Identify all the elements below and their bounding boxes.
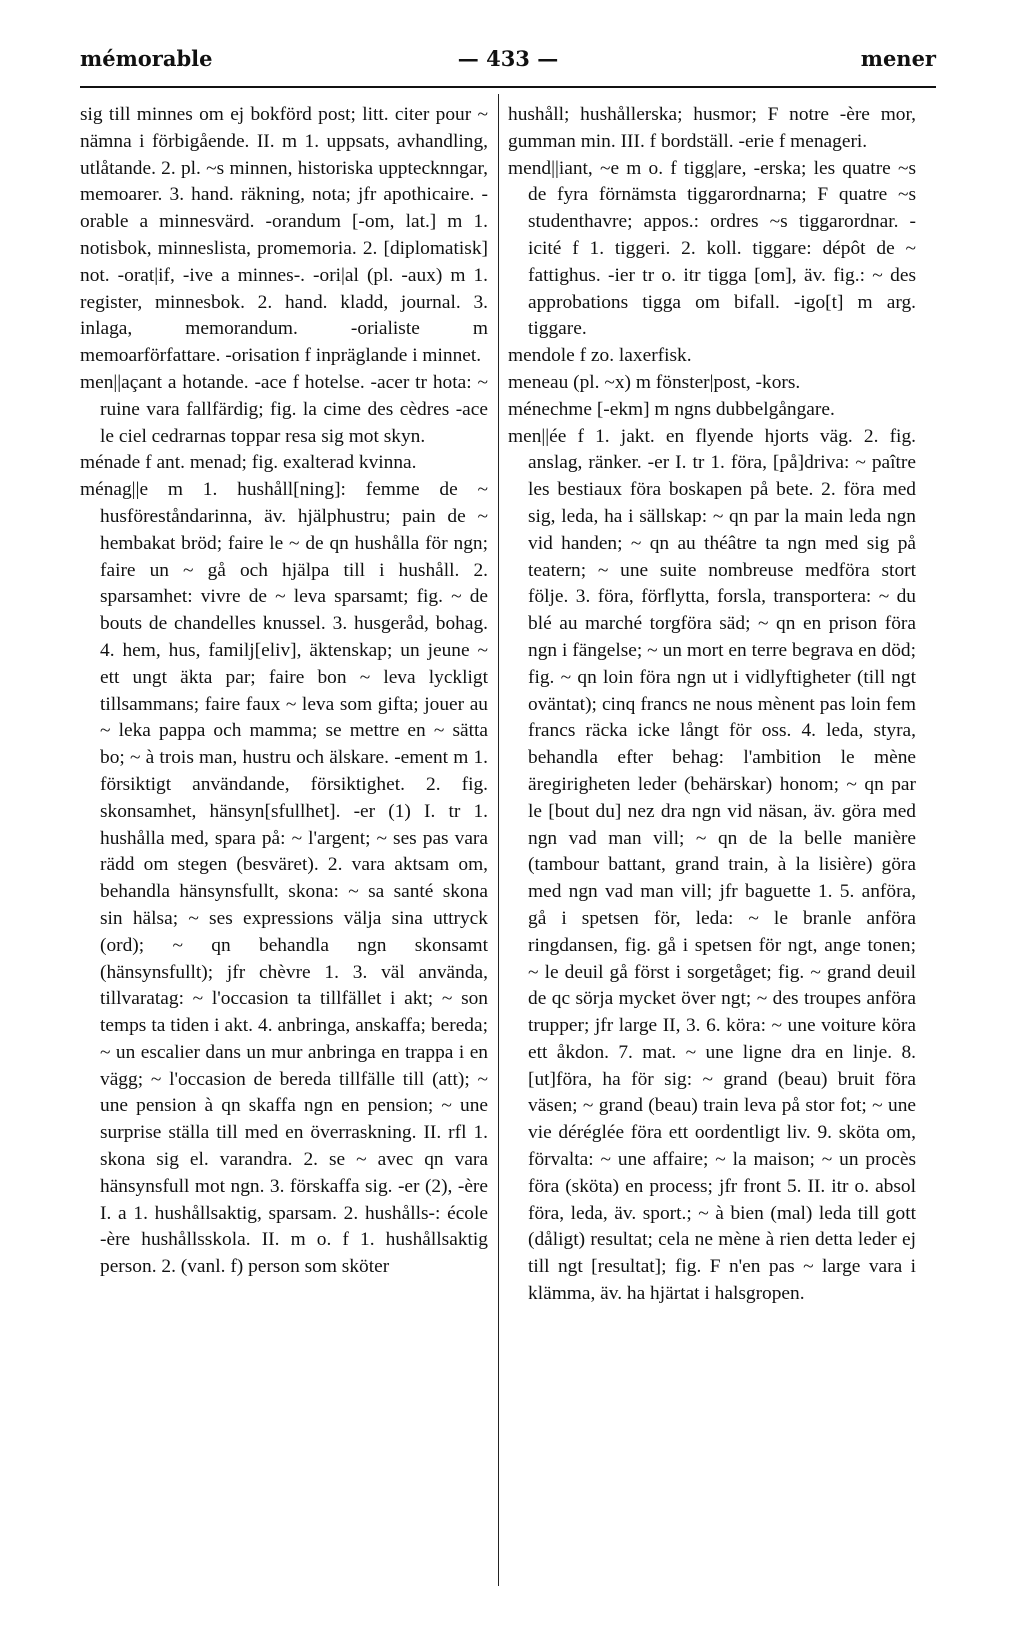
- dictionary-entry: ménag||e m 1. hushåll[ning]: femme de ~ husföreståndarinna, äv. hjälphustru; pain de ~ hembakat bröd; faire le ~ de qn hushålla för ngn; faire un ~ gå och hjälpa till i hushåll. 2. sparsamhet: vivre de ~ leva sparsamt; fig. ~ de bouts de chandelles knussel. 3. husgeråd, bohag. 4. hem, hus, familj[eliv], äktenskap; un jeune ~ ett ungt äkta par; faire bon ~ leva lyckligt tillsammans; faire faux ~ leva som gifta; jouer au ~ leka pappa och mamma; se mettre en ~ sätta bo; ~ à trois man, hustru och älskare. -ement m 1. försiktigt användande, försiktighet. 2. fig. skonsamhet, hänsyn[sfullhet]. -er (1) I. tr 1. hushålla med, spara på: ~ l'argent; ~ ses pas vara rädd om stegen (besväret). 2. vara aktsam om, behandla hänsynsfullt, skona: ~ sa santé skona sin hälsa; ~ ses expressions välja sina uttryck (ord); ~ qn behandla ngn skonsamt (hänsynsfullt); jfr chèvre 1. 3. väl använda, tillvaratag: ~ l'occasion ta tillfället i akt; ~ son temps ta tiden i akt. 4. anbringa, anskaffa; bereda; ~ un escalier dans un mur anbringa en trappa i en vägg; ~ l'occasion de bereda tillfälle till (att); ~ une pension à qn skaffa ngn en pension; ~ une surprise ställa till med en överraskning. II. rfl 1. skona sig el. varandra. 2. se ~ avec qn vara hänsynsfull mot ngn. 3. förskaffa sig. -er (2), -ère I. a 1. hushållsaktig, sparsam. 2. hushålls-: école -ère hushållsskola. II. m o. f 1. hushållsaktig person. 2. (vanl. f) person som sköter: [80, 479, 488, 1278]
- left-column: [80, 102, 488, 1281]
- header-first-word: mémorable: [80, 46, 213, 71]
- dictionary-entry: ménechme [-ekm] m ngns dubbelgångare.: [508, 398, 835, 420]
- dictionary-entry: sig till minnes om ej bokförd post; litt. citer pour ~ nämna i förbigående. II. m 1. uppsats, avhandling, utlåtande. 2. pl. ~s minnen, historiska upptecknngar, memoarer. 3. hand. räkning, nota; jfr apothicaire. -orable a minnesvärd. -orandum [-om, lat.] m 1. notisbok, minneslista, promemoria. 2. [diplomatisk] not. -orat|if, -ive a minnes-. -ori|al (pl. -aux) m 1. register, minnesbok. 2. hand. kladd, journal. 3. inlaga, memorandum. -orialiste m memoarförfattare. -orisation f inpräglande i minnet.: [80, 104, 488, 367]
- page-header: [80, 38, 936, 82]
- columns: [80, 94, 936, 1594]
- right-column: [508, 102, 916, 1308]
- dictionary-page: [80, 38, 936, 1598]
- header-rule: [80, 86, 936, 88]
- dictionary-entry: ménade f ant. menad; fig. exalterad kvinna.: [80, 452, 417, 474]
- column-divider: [498, 94, 499, 1586]
- dictionary-entry: mend||iant, ~e m o. f tigg|are, -erska; les quatre ~s de fyra förnämsta tiggarordnarna; F quatre ~s studenthavre; appos.: ordres ~s tiggarordnar. -icité f 1. tiggeri. 2. koll. tiggare: dépôt de ~ fattighus. -ier tr o. itr tigga [om], äv. fig.: ~ des approbations tigga om bifall. -igo[t] m arg. tiggare.: [508, 157, 916, 340]
- dictionary-entry: hushåll; hushållerska; husmor; F notre -ère mor, gumman min. III. f bordställ. -erie f menageri.: [508, 104, 916, 152]
- page-number: — 433 —: [457, 46, 559, 71]
- dictionary-entry: men||açant a hotande. -ace f hotelse. -acer tr hota: ~ ruine vara fallfärdig; fig. la cime des cèdres -ace le ciel cedrarnas toppar resa sig mot skyn.: [80, 371, 488, 447]
- header-last-word: mener: [860, 46, 936, 71]
- dictionary-entry: meneau (pl. ~x) m fönster|post, -kors.: [508, 371, 801, 393]
- dictionary-entry: men||ée f 1. jakt. en flyende hjorts väg. 2. fig. anslag, ränker. -er I. tr 1. föra, [på]driva: ~ paître les bestiaux föra boskapen på bete. 2. föra med sig, leda, ha i sällskap: ~ qn par la main leda ngn vid handen; ~ qn au théâtre ta ngn med sig på teatern; ~ une suite nombreuse medföra stort följe. 3. föra, förflytta, forsla, transportera: ~ du blé au marché torgföra säd; ~ qn en prison föra ngn i fängelse; ~ un mort en terre begrava en död; fig. ~ qn loin föra ngn ut i vidlyftigheter (till ngt oväntat); cinq francs ne nous mènent pas loin fem francs räcka icke långt för oss. 4. leda, styra, behandla efter behag: l'ambition le mène äregirigheten leder (behärskar) honom; ~ qn par le [bout du] nez dra ngn vid näsan, äv. göra med ngn vad man vill; ~ qn de la belle manière (tambour battant, grand train, à la lisière) göra med ngn vad man vill; jfr baguette 1. 5. anföra, gå i spetsen för, leda: ~ le branle anföra ringdansen, fig. gå i spetsen för ngt, ange tonen; ~ le deuil gå först i sorgetåget; fig. ~ grand deuil de qc sörja mycket över ngt; ~ des troupes anföra trupper; jfr large II, 3. 6. köra: ~ une voiture köra ett åkdon. 7. mat. ~ une ligne dra en linje. 8. [ut]föra, ha för sig: ~ grand (beau) bruit föra väsen; ~ grand (beau) train leva på stor fot; ~ une vie déréglée föra ett oordentligt liv. 9. sköta om, förvalta: ~ une affaire; ~ la maison; ~ un procès föra (sköta) en process; jfr front 5. II. itr o. absol föra, leda, äv. sport.; ~ à bien (mal) leda till gott (dåligt) resultat; cela ne mène à rien detta leder ej till ngt [resultat]; fig. F n'en pas ~ large vara i klämma, äv. ha hjärtat i halsgropen.: [508, 425, 916, 1305]
- dictionary-entry: mendole f zo. laxerfisk.: [508, 345, 692, 367]
